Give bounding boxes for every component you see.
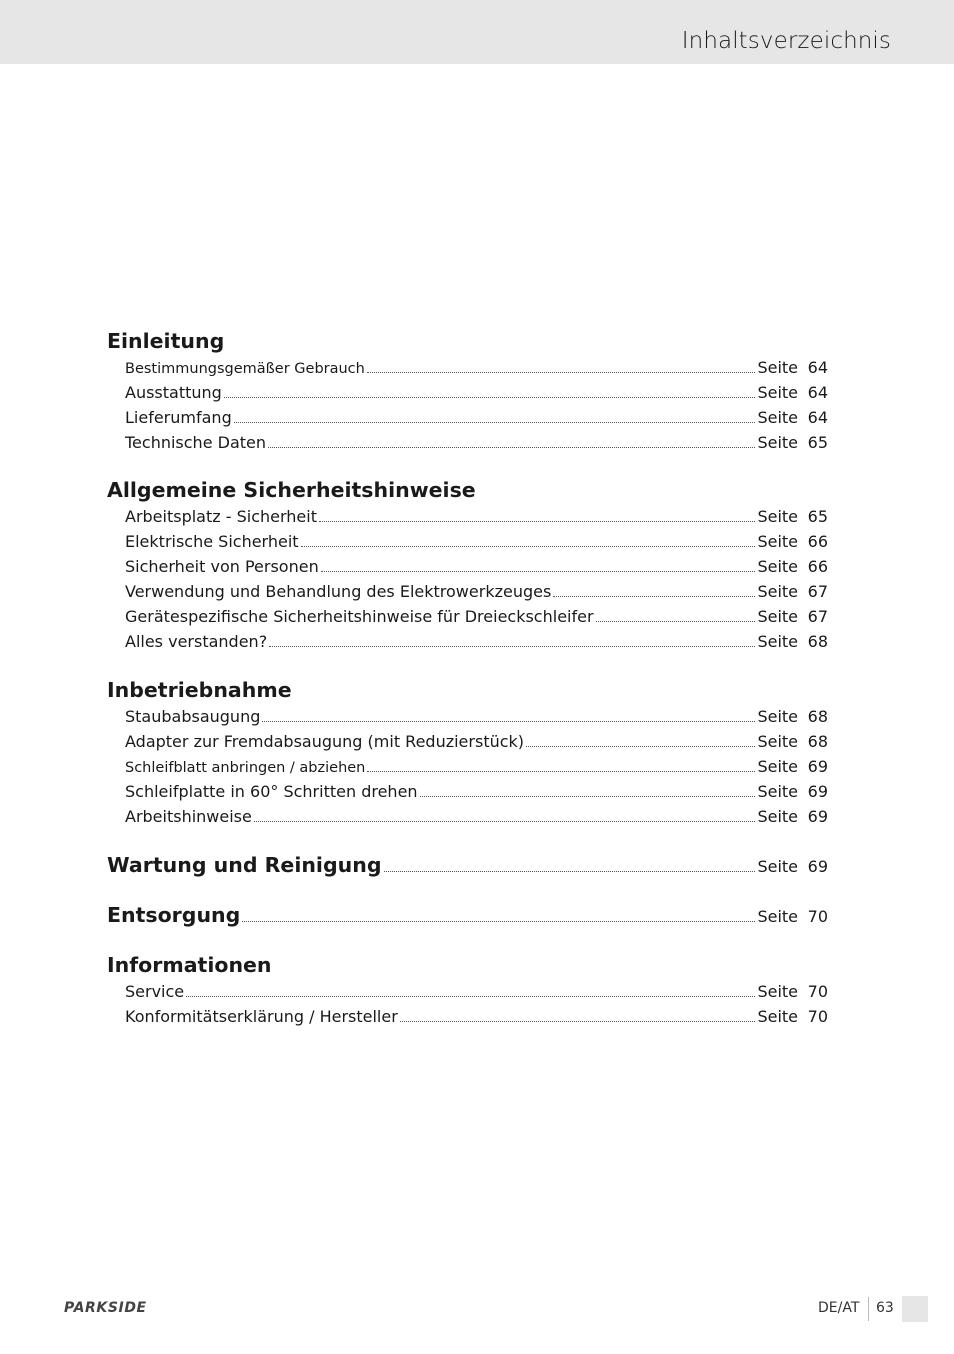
footer-corner-box: [902, 1296, 928, 1322]
seite-word: Seite: [757, 982, 798, 1001]
section-heading: Wartung und Reinigung: [107, 853, 382, 877]
seite-word: Seite: [757, 907, 798, 926]
leader-dots: [367, 771, 755, 772]
leader-dots: [420, 796, 756, 797]
seite-word: Seite: [757, 707, 798, 726]
entry-page: 68: [807, 732, 828, 751]
entry-label: Schleifplatte in 60° Schritten drehen: [125, 782, 418, 801]
entry-label: Service: [125, 982, 185, 1001]
entry-page: 66: [807, 557, 828, 576]
section-heading: Inbetriebnahme: [107, 678, 292, 702]
entry-label: Bestimmungsgemäßer Gebrauch: [125, 361, 365, 377]
toc-entry[interactable]: [107, 554, 828, 579]
toc-entry[interactable]: [107, 979, 828, 1004]
entry-label: Schleifblatt anbringen / abziehen: [125, 760, 366, 776]
entry-page: 69: [807, 807, 828, 826]
toc-entry[interactable]: [107, 729, 828, 754]
section-heading: Einleitung: [107, 329, 225, 353]
leader-dots: [367, 372, 756, 373]
entry-label: Ausstattung: [125, 383, 222, 402]
entry-label: Alles verstanden?: [125, 632, 268, 651]
leader-dots: [384, 871, 756, 872]
entry-label: Konformitätserklärung / Hersteller: [125, 1007, 398, 1026]
entry-page: 64: [807, 358, 828, 377]
entry-label: Gerätespezifische Sicherheitshinweise für Dreieckschleifer: [125, 607, 594, 626]
seite-word: Seite: [757, 358, 798, 377]
entry-page: 70: [807, 982, 828, 1001]
leader-dots: [224, 397, 756, 398]
seite-word: Seite: [757, 507, 798, 526]
seite-word: Seite: [757, 732, 798, 751]
entry-page: 65: [807, 433, 828, 452]
entry-page: 67: [807, 582, 828, 601]
seite-word: Seite: [757, 557, 798, 576]
toc-entry[interactable]: [107, 405, 828, 430]
toc-entry[interactable]: [107, 779, 828, 804]
section-allgemeine-sicherheitshinweise: [107, 476, 828, 654]
entry-label: Arbeitsplatz - Sicherheit: [125, 507, 317, 526]
seite-word: Seite: [757, 807, 798, 826]
entry-page: 69: [807, 782, 828, 801]
entry-page: 64: [807, 383, 828, 402]
seite-word: Seite: [757, 782, 798, 801]
leader-dots: [269, 646, 755, 647]
entry-page: 65: [807, 507, 828, 526]
seite-word: Seite: [757, 408, 798, 427]
section-wartung-und-reinigung[interactable]: [107, 851, 828, 879]
toc-entry[interactable]: [107, 380, 828, 405]
section-entsorgung[interactable]: [107, 901, 828, 929]
entry-page: 68: [807, 707, 828, 726]
leader-dots: [319, 521, 755, 522]
toc-entry[interactable]: [107, 504, 828, 529]
toc-entry[interactable]: [107, 355, 828, 380]
entry-page: 67: [807, 607, 828, 626]
seite-word: Seite: [757, 433, 798, 452]
toc-entry[interactable]: [107, 529, 828, 554]
leader-dots: [321, 571, 756, 572]
entry-page: 64: [807, 408, 828, 427]
page-title: Inhaltsverzeichnis: [681, 28, 891, 54]
seite-word: Seite: [757, 632, 798, 651]
seite-word: Seite: [757, 532, 798, 551]
section-heading: Allgemeine Sicherheitshinweise: [107, 478, 476, 502]
entry-label: Technische Daten: [125, 433, 267, 452]
seite-word: Seite: [757, 757, 798, 776]
toc-entry[interactable]: [107, 430, 828, 455]
entry-label: Sicherheit von Personen: [125, 557, 319, 576]
seite-word: Seite: [757, 607, 798, 626]
entry-label: Adapter zur Fremdabsaugung (mit Reduzierstück): [125, 732, 525, 751]
toc-entry[interactable]: [107, 804, 828, 829]
leader-dots: [262, 721, 755, 722]
entry-page: 69: [807, 857, 828, 876]
leader-dots: [268, 447, 755, 448]
seite-word: Seite: [757, 582, 798, 601]
section-einleitung: [107, 327, 828, 455]
section-informationen: [107, 951, 828, 1029]
seite-word: Seite: [757, 1007, 798, 1026]
leader-dots: [301, 546, 756, 547]
toc-entry[interactable]: [107, 604, 828, 629]
entry-page: 66: [807, 532, 828, 551]
entry-label: Elektrische Sicherheit: [125, 532, 299, 551]
leader-dots: [596, 621, 756, 622]
section-heading: Entsorgung: [107, 903, 241, 927]
table-of-contents: [107, 327, 828, 1029]
page-number: 63: [876, 1300, 894, 1316]
leader-dots: [400, 1021, 756, 1022]
section-inbetriebnahme: [107, 676, 828, 829]
entry-page: 68: [807, 632, 828, 651]
leader-dots: [553, 596, 755, 597]
entry-page: 70: [807, 1007, 828, 1026]
entry-label: Staubabsaugung: [125, 707, 261, 726]
toc-entry[interactable]: [107, 579, 828, 604]
brand-logo: PARKSIDE: [64, 1300, 147, 1316]
entry-page: 70: [807, 907, 828, 926]
entry-label: Lieferumfang: [125, 408, 232, 427]
leader-dots: [186, 996, 755, 997]
leader-dots: [234, 422, 756, 423]
leader-dots: [526, 746, 755, 747]
leader-dots: [254, 821, 756, 822]
seite-word: Seite: [757, 857, 798, 876]
section-heading: Informationen: [107, 953, 272, 977]
entry-page: 69: [807, 757, 828, 776]
entry-label: Verwendung und Behandlung des Elektrowerkzeuges: [125, 582, 552, 601]
footer-divider: [868, 1297, 869, 1321]
toc-entry[interactable]: [107, 704, 828, 729]
toc-entry[interactable]: [107, 1004, 828, 1029]
leader-dots: [242, 921, 755, 922]
seite-word: Seite: [757, 383, 798, 402]
toc-entry[interactable]: [107, 754, 828, 779]
toc-entry[interactable]: [107, 629, 828, 654]
entry-label: Arbeitshinweise: [125, 807, 252, 826]
language-code: DE/AT: [818, 1300, 860, 1316]
